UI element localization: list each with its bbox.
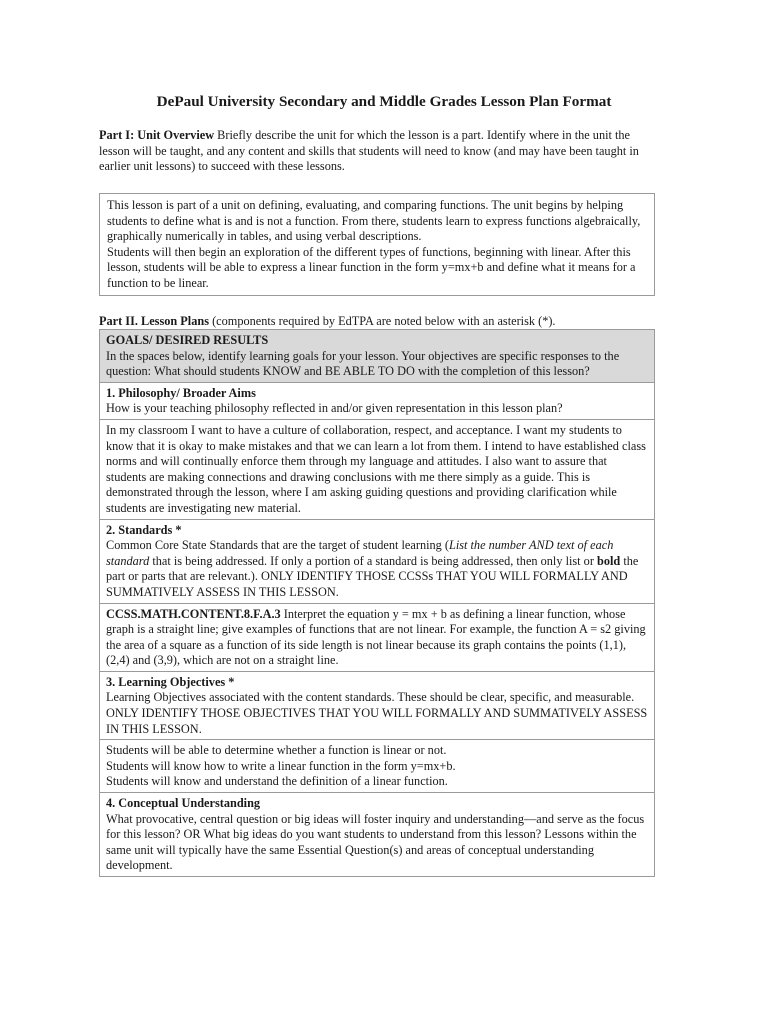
philosophy-prompt: How is your teaching philosophy reflected in and/or given representation in this lesson plan? [106, 401, 563, 416]
goals-heading: GOALS/ DESIRED RESULTS [106, 333, 269, 347]
unit-overview-heading: Part I: Unit Overview [99, 128, 215, 142]
standards-prompt-cell [100, 519, 655, 603]
standards-response [106, 607, 649, 669]
objectives-prompt: Learning Objectives associated with the content standards. These should be clear, specific, and measurable. ONLY IDENTIFY THOSE OBJECTIVES THAT YOU WILL FORMALLY AND SUMMATIVELY ASSESS IN THIS LESSON. [106, 690, 648, 736]
objectives-heading: 3. Learning Objectives * [106, 674, 235, 689]
unit-overview-prompt: Briefly describe the unit for which the lesson is a part. Identify where in the unit the lesson will be taught, and any content and skills that students will need to know (and may have been taught in earlier unit lessons) to succeed with these lessons. [99, 128, 639, 174]
philosophy-response-cell [100, 419, 655, 519]
standards-prompt [106, 538, 649, 600]
objectives-response-cell [100, 740, 655, 793]
unit-overview-response-box [99, 193, 655, 296]
standards-response-cell [100, 603, 655, 671]
philosophy-heading: 1. Philosophy/ Broader Aims [106, 385, 256, 400]
lesson-plans-heading: Part II. Lesson Plans [99, 314, 209, 328]
goals-text: In the spaces below, identify learning goals for your lesson. Your objectives are specific responses to the question: What should students KNOW and BE ABLE TO DO with the completion of this lesson? [106, 348, 620, 379]
objective-item: Students will know how to write a linear function in the form y=mx+b. [106, 758, 456, 773]
objective-item: Students will know and understand the definition of a linear function. [106, 774, 448, 789]
lesson-plans-note: (components required by EdTPA are noted below with an asterisk (*). [209, 314, 556, 328]
standards-prompt-part: the part or parts that are relevant.). ONLY IDENTIFY THOSE CCSSs THAT YOU WILL FORMALLY AND SUMMATIVELY ASSESS IN THIS LESSON. [106, 553, 639, 599]
document-title: DePaul University Secondary and Middle Grades Lesson Plan Format [156, 93, 612, 110]
objective-item: Students will be able to determine whether a function is linear or not. [106, 743, 447, 758]
lesson-plans-intro [99, 314, 659, 330]
standards-prompt-italic: List the number AND text of each standard [106, 538, 614, 568]
conceptual-prompt-cell [100, 793, 655, 877]
lesson-plan-table [99, 329, 655, 877]
standards-prompt-part: that is being addressed. If only a portion of a standard is being addressed, then only list or [149, 553, 597, 568]
unit-overview-instructions [99, 128, 655, 175]
standards-prompt-bold: bold [597, 553, 621, 568]
table-row [100, 603, 655, 671]
objectives-prompt-cell [100, 671, 655, 739]
unit-overview-response-line: This lesson is part of a unit on defining, evaluating, and comparing functions. The unit begins by helping students to define what is and is not a function. From there, students learn to express functions algebraically, graphically numerically in tables, and using verbal descriptions. [107, 198, 641, 244]
table-row [100, 793, 655, 877]
philosophy-prompt-cell [100, 382, 655, 419]
table-row [100, 519, 655, 603]
conceptual-prompt: What provocative, central question or big ideas will foster inquiry and understanding—and serve as the focus for this lesson? OR What big ideas do you want students to understand from this lesson? Lessons within the same unit will typically have the same Essential Question(s) and areas of conceptual understanding development. [106, 811, 645, 873]
standard-code: CCSS.MATH.CONTENT.8.F.A.3 [106, 606, 281, 621]
standard-text: Interpret the equation y = mx + b as defining a linear function, whose graph is a straight line; give examples of functions that are not linear. For example, the function A = s2 giving the area of a square as a function of its side length is not linear because its graph contains the points (1,1), (2,4) and (3,9), which are not on a straight line. [106, 606, 646, 668]
table-row [100, 330, 655, 383]
table-row [100, 419, 655, 519]
conceptual-heading: 4. Conceptual Understanding [106, 796, 261, 811]
philosophy-response: In my classroom I want to have a culture of collaboration, respect, and acceptance. I want my students to know that it is okay to make mistakes and that we can learn a lot from them. I intend to have established class norms and will continually enforce them through my language and attitudes. I also want to assure that students are making connections and drawing conclusions with me there simply as a guide. This is demonstrated through the lesson, where I am asking guiding questions and providing clarification while students are investigating new material. [106, 422, 646, 515]
standards-prompt-part: Common Core State Standards that are the target of student learning ( [106, 538, 449, 553]
table-row [100, 671, 655, 739]
table-row [100, 382, 655, 419]
unit-overview-response-line: Students will then begin an exploration of the different types of functions, beginning with linear. After this lesson, students will be able to express a linear function in the form y=mx+b and define what it means for a function to be linear. [107, 244, 636, 290]
standards-heading: 2. Standards * [106, 522, 182, 537]
goals-cell [100, 330, 655, 383]
table-row [100, 740, 655, 793]
